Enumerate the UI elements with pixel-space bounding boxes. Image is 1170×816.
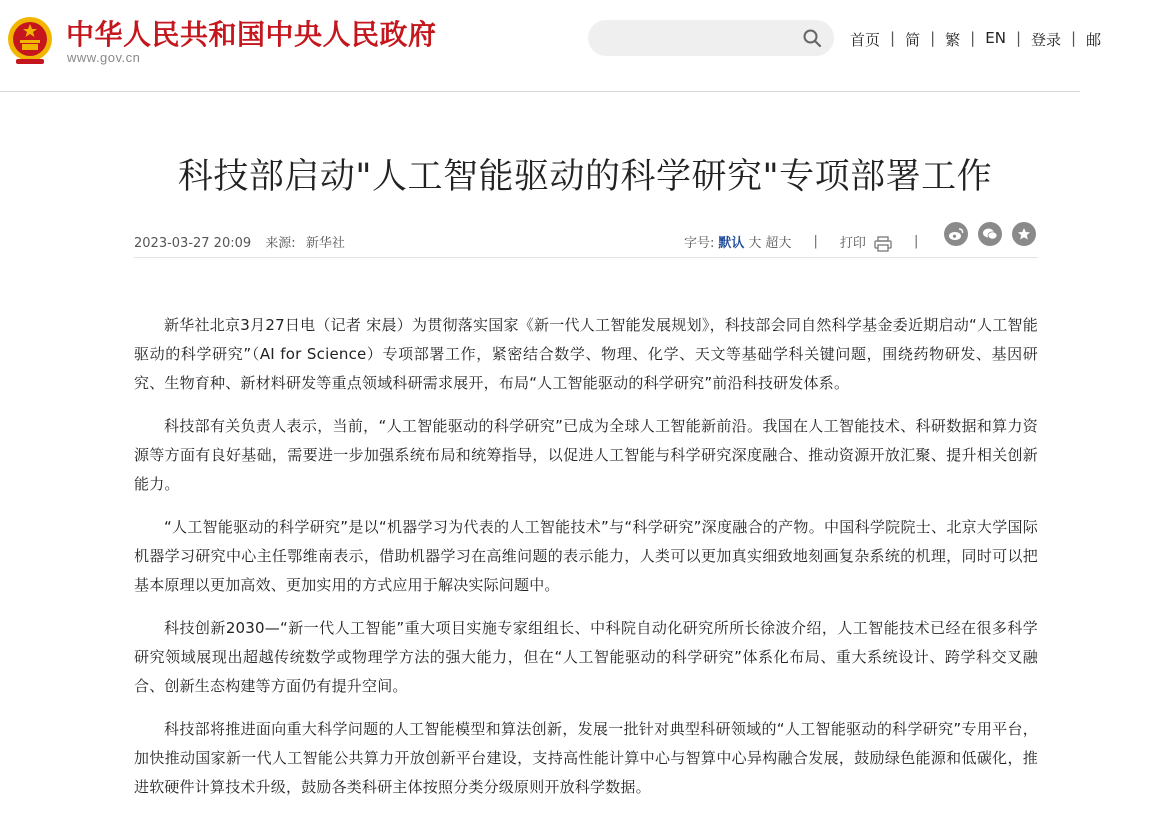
- search-icon[interactable]: [802, 28, 822, 48]
- article-body: [134, 311, 1038, 816]
- nav-separator: |: [890, 29, 896, 47]
- nav-simplified-link[interactable]: 简: [905, 31, 921, 49]
- article-paragraph: 科技部有关负责人表示，当前，“人工智能驱动的科学研究”已成为全球人工智能新前沿。我国在人工智能技术、科研数据和算力资源等方面有良好基础，需要进一步加强系统布局和统筹指导，以促进人工智能与科学研究深度融合、推动资源开放汇聚、提升相关创新能力。: [134, 417, 1038, 493]
- source-label: 来源:: [265, 236, 296, 251]
- font-size-xlarge-option[interactable]: 超大: [765, 236, 792, 252]
- nav-separator: |: [930, 29, 936, 47]
- font-size-default-option[interactable]: 默认: [718, 236, 745, 252]
- weibo-icon[interactable]: [944, 222, 968, 246]
- article-meta-left: [134, 232, 355, 251]
- font-size-large-option[interactable]: 大: [748, 236, 762, 252]
- article-paragraph: 新华社北京3月27日电（记者 宋晨）为贯彻落实国家《新一代人工智能发展规划》，科技部会同自然科学基金委近期启动“人工智能驱动的科学研究”（AI for Science）专项部署工作，紧密结合数学、物理、化学、天文等基础学科关键问题，围绕药物研发、基因研究、生物育种、新材料研发等重点领域科研需求展开，布局“人工智能驱动的科学研究”前沿科技研发体系。: [134, 316, 1038, 392]
- font-size-label: 字号:: [684, 236, 715, 252]
- article-title: 科技部启动"人工智能驱动的科学研究"专项部署工作: [177, 157, 993, 197]
- printer-icon: [874, 236, 892, 252]
- article-paragraph: 科技部将推进面向重大科学问题的人工智能模型和算法创新，发展一批针对典型科研领域的“人工智能驱动的科学研究”专用平台，加快推动国家新一代人工智能公共算力开放创新平台建设，支持高性能计算中心与智算中心异构融合发展，鼓励绿色能源和低碳化，推进软硬件计算技术升级，鼓励各类科研主体按照分类分级原则开放科学数据。: [134, 720, 1038, 796]
- favorite-star-icon[interactable]: [1012, 222, 1036, 246]
- nav-login-link[interactable]: 登录: [1031, 31, 1062, 49]
- print-button[interactable]: [840, 232, 892, 252]
- nav-separator: |: [1015, 29, 1021, 47]
- nav-separator: |: [1071, 29, 1077, 47]
- nav-mail-link[interactable]: 邮: [1086, 31, 1102, 49]
- source-name: 新华社: [305, 236, 345, 251]
- tools-separator: |: [913, 234, 919, 250]
- national-emblem-icon[interactable]: [6, 14, 54, 66]
- article-paragraph: 科技创新2030—“新一代人工智能”重大项目实施专家组组长、中科院自动化研究所所长徐波介绍，人工智能技术已经在很多科学研究领域展现出超越传统数学或物理学方法的强大能力，但在“人工智能驱动的科学研究”体系化布局、重大系统设计、跨学科交叉融合、创新生态构建等方面仍有提升空间。: [134, 619, 1038, 695]
- nav-separator: |: [970, 29, 976, 47]
- nav-traditional-link[interactable]: 繁: [945, 31, 961, 49]
- site-title[interactable]: 中华人民共和国中央人民政府: [66, 18, 437, 51]
- tools-separator: |: [813, 234, 818, 250]
- article-tools: [684, 232, 940, 252]
- nav-home-link[interactable]: 首页: [850, 31, 881, 49]
- search-input[interactable]: [588, 20, 834, 56]
- share-icons: [944, 222, 1036, 246]
- nav-english-link[interactable]: EN: [985, 29, 1006, 47]
- article-paragraph: “人工智能驱动的科学研究”是以“机器学习为代表的人工智能技术”与“科学研究”深度融合的产物。中国科学院院士、北京大学国际机器学习研究中心主任鄂维南表示，借助机器学习在高维问题的表示能力，人类可以更加真实细致地刻画复杂系统的机理，同时可以把基本原理以更加高效、更加实用的方式应用于解决实际问题中。: [134, 518, 1038, 594]
- top-nav: [850, 29, 1101, 50]
- publish-datetime: 2023-03-27 20:09: [134, 236, 252, 251]
- article-meta: [134, 232, 1038, 258]
- site-header: [0, 0, 1102, 92]
- wechat-icon[interactable]: [978, 222, 1002, 246]
- print-label: 打印: [839, 236, 866, 251]
- site-url[interactable]: www.gov.cn: [67, 50, 141, 65]
